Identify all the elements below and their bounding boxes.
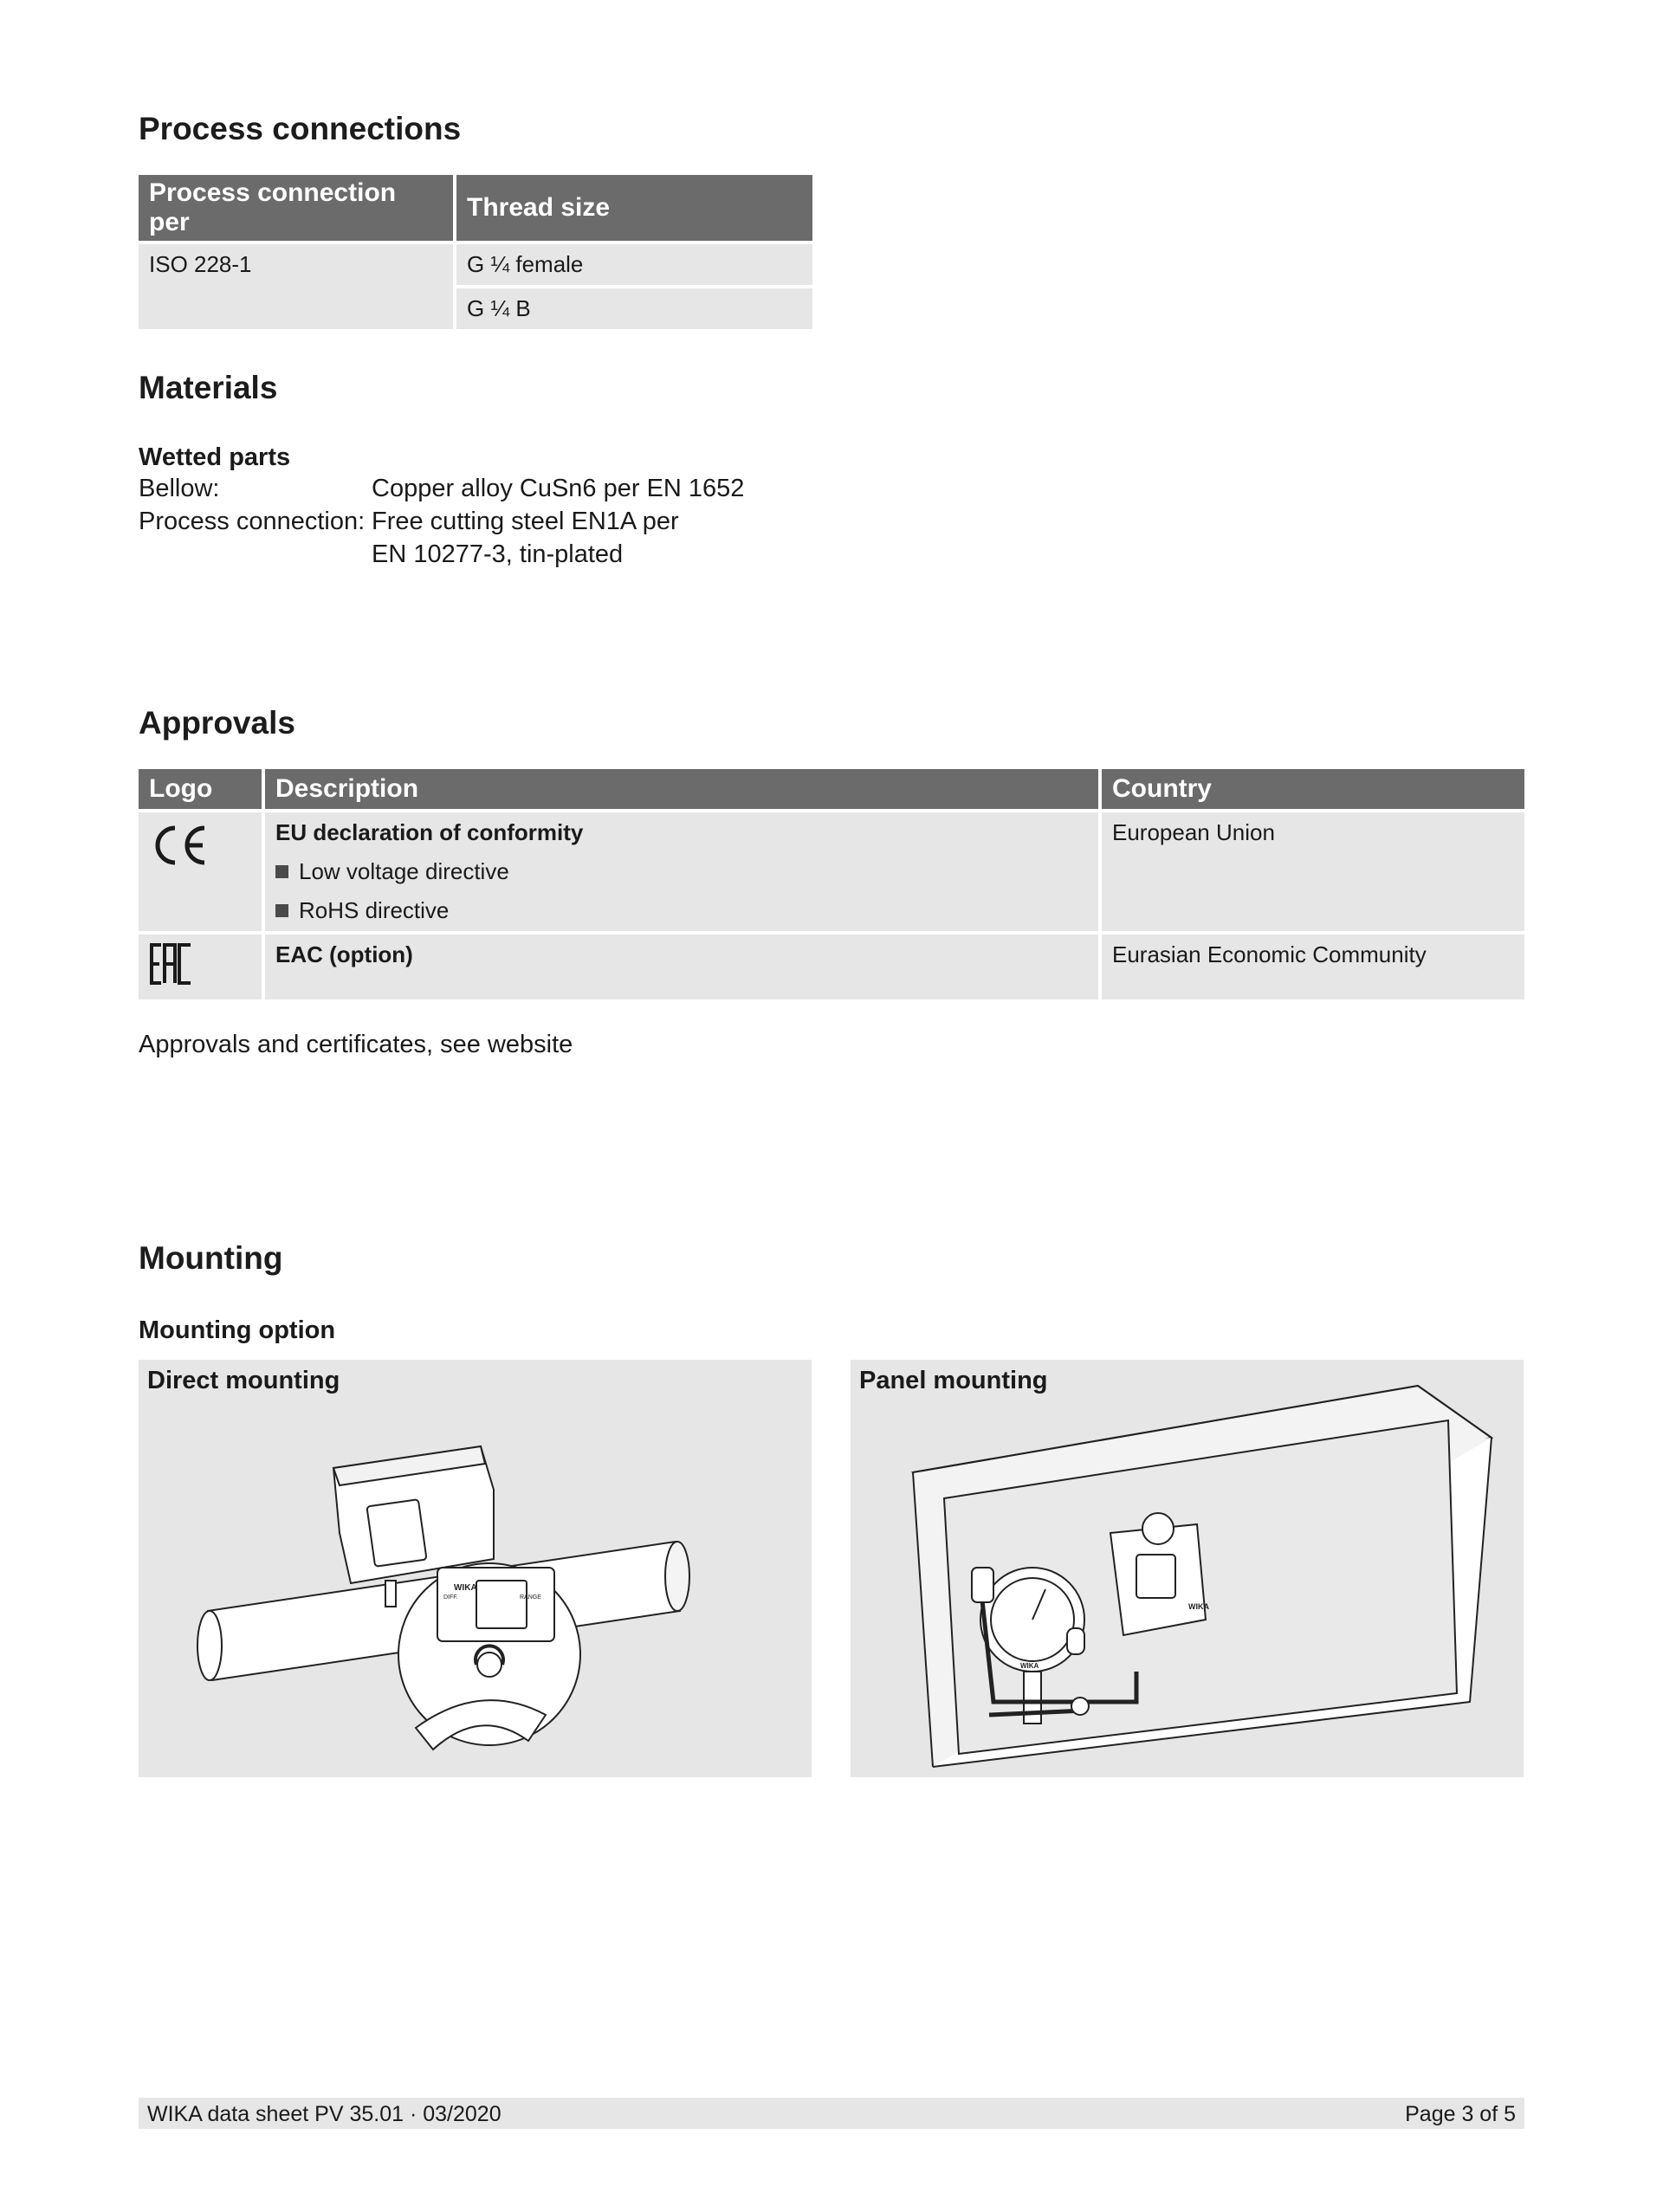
mounting-option-subheading: Mounting option (139, 1316, 336, 1344)
approval-title: EAC (option) (275, 941, 413, 967)
logo-cell (139, 812, 262, 931)
wetted-parts-subheading: Wetted parts (139, 443, 291, 471)
panel-mounting-panel (851, 1360, 1524, 1777)
approval-title: EU declaration of conformity (275, 819, 584, 845)
direct-mounting-illustration (139, 1360, 812, 1777)
material-label: Process connection: (139, 508, 366, 535)
column-header: Description (265, 769, 1098, 809)
country-cell: Eurasian Economic Community (1102, 935, 1524, 999)
approvals-note: Approvals and certificates, see website (139, 1031, 573, 1058)
footer-page-number: Page 3 of 5 (1405, 2102, 1516, 2126)
column-header: Process connection per (139, 175, 453, 241)
material-value: EN 10277-3, tin-plated (372, 540, 624, 568)
material-label: Bellow: (139, 475, 220, 502)
standard-cell: ISO 228-1 (139, 244, 453, 329)
direct-mounting-panel (139, 1360, 812, 1777)
material-value: Copper alloy CuSn6 per EN 1652 (372, 475, 745, 502)
panel-mounting-illustration (851, 1360, 1524, 1777)
list-item: RoHS directive (275, 897, 1088, 924)
panel-title: Direct mounting (147, 1367, 340, 1394)
description-cell (265, 935, 1098, 999)
diff-label: DIFF. (443, 1594, 458, 1601)
approvals-heading: Approvals (139, 705, 295, 741)
range-label: RANGE (520, 1594, 541, 1601)
column-header: Logo (139, 769, 262, 809)
process-connections-heading: Process connections (139, 111, 462, 146)
material-value: Free cutting steel EN1A per (372, 508, 679, 535)
gauge-brand-label: WIKA (1020, 1662, 1039, 1670)
approvals-table (135, 766, 1528, 1003)
direct-brand-label: WIKA (454, 1583, 477, 1593)
description-cell (265, 812, 1098, 931)
page-footer (139, 2098, 1524, 2129)
thread-cell: G ¼ B (456, 288, 812, 329)
column-header: Country (1102, 769, 1524, 809)
column-header: Thread size (456, 175, 812, 241)
list-item: Low voltage directive (275, 858, 1088, 885)
bullet-square-icon (275, 865, 288, 878)
bullet-square-icon (275, 904, 288, 917)
country-cell: European Union (1102, 812, 1524, 931)
materials-heading: Materials (139, 370, 278, 405)
eac-mark-icon (149, 941, 194, 986)
ce-mark-icon (149, 823, 210, 868)
logo-cell (139, 935, 262, 999)
switch-brand-label: WIKA (1188, 1602, 1209, 1611)
panel-title: Panel mounting (859, 1367, 1048, 1394)
process-connections-table (135, 171, 816, 333)
thread-cell: G ¼ female (456, 244, 812, 285)
footer-doc-info: WIKA data sheet PV 35.01 · 03/2020 (147, 2102, 501, 2126)
mounting-heading: Mounting (139, 1240, 283, 1276)
